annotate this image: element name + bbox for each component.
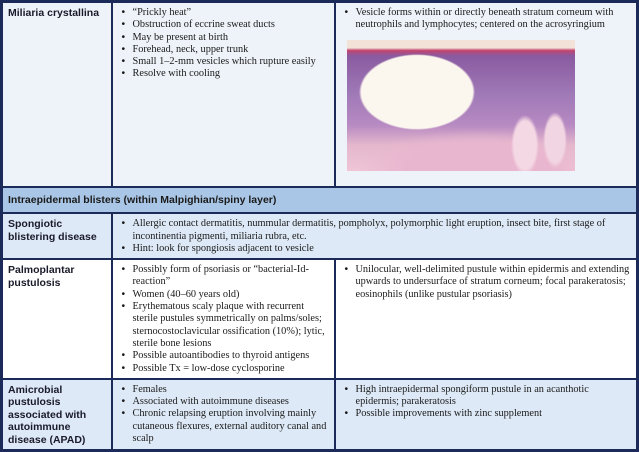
section-title: Intraepidermal blisters (within Malpighian/spiny layer): [2, 187, 638, 213]
histology-features: [335, 2, 638, 188]
list-item: • Females: [133, 384, 328, 396]
list-item: • Erythematous scaly plaque with recurrent sterile pustules symmetrically on palms/soles; sternocostoclavicular ossification (10%); lytic, sterile bone lesions: [133, 301, 328, 350]
list-item: • Hint: look for spongiosis adjacent to vesicle: [133, 243, 631, 255]
clinical-features: [112, 2, 335, 188]
list-item: • Chronic relapsing eruption involving mainly cutaneous flexures, external auditory canal and scalp: [133, 408, 328, 445]
table-row: [2, 2, 638, 188]
table-row: [2, 213, 638, 259]
list-item: • May be present at birth: [133, 32, 328, 44]
list-item: • Small 1–2-mm vesicles which rupture easily: [133, 56, 328, 68]
list-item: • Resolve with cooling: [133, 68, 328, 80]
list-item: • Vesicle forms within or directly beneath stratum corneum with neutrophils and lymphocytes; centered on the acrosyringium: [356, 7, 631, 32]
section-header-row: [2, 187, 638, 213]
table-row: [2, 379, 638, 451]
list-item: • Obstruction of eccrine sweat ducts: [133, 19, 328, 31]
disease-name: Miliaria crystallina: [2, 2, 112, 188]
disease-name: Spongiotic blistering disease: [2, 213, 112, 259]
disease-name: Amicrobial pustulosis associated with autoimmune disease (APAD): [2, 379, 112, 451]
histology-micrograph-image: [347, 40, 575, 171]
list-item: • Associated with autoimmune diseases: [133, 396, 328, 408]
list-item: • Possibly form of psoriasis or “bacterial-Id-reaction”: [133, 264, 328, 289]
list-item: • High intraepidermal spongiform pustule in an acanthotic epidermis; parakeratosis: [356, 384, 631, 409]
list-item: • Unilocular, well-delimited pustule within epidermis and extending upwards to undersurface of stratum corneum; focal parakeratosis; eosinophils (unlike pustular psoriasis): [356, 264, 631, 301]
list-item: • Allergic contact dermatitis, nummular dermatitis, pompholyx, polymorphic light eruption, insect bite, first stage of incontinentia pigmenti, miliaria rubra, etc.: [133, 218, 631, 243]
table-row: [2, 259, 638, 379]
list-item: • Possible Tx = low-dose cyclosporine: [133, 363, 328, 375]
clinical-features: [112, 379, 335, 451]
list-item: • Forehead, neck, upper trunk: [133, 44, 328, 56]
clinical-features: [112, 259, 335, 379]
clinical-features: [112, 213, 638, 259]
list-item: • “Prickly heat”: [133, 7, 328, 19]
list-item: • Women (40–60 years old): [133, 289, 328, 301]
histology-features: [335, 379, 638, 451]
disease-name: Palmoplantar pustulosis: [2, 259, 112, 379]
list-item: • Possible autoantibodies to thyroid antigens: [133, 350, 328, 362]
histology-features: [335, 259, 638, 379]
list-item: • Possible improvements with zinc supplement: [356, 408, 631, 420]
